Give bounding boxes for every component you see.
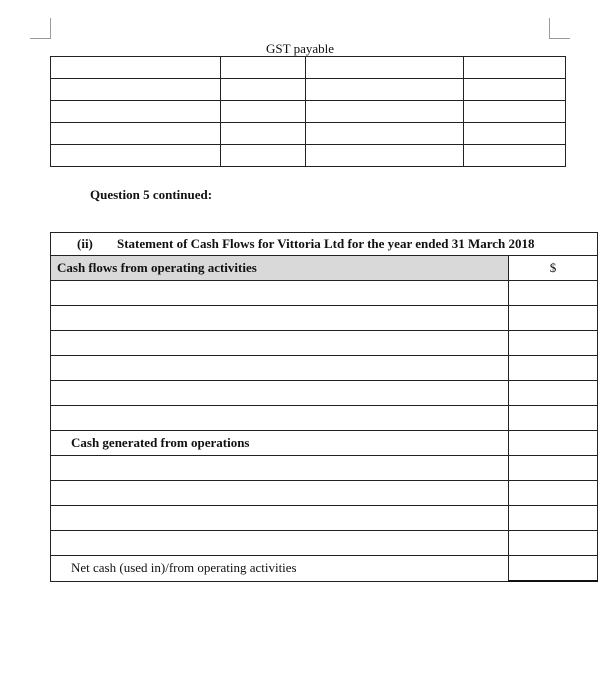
section-header-row xyxy=(51,256,598,281)
table-row xyxy=(51,531,598,556)
table-row xyxy=(51,79,566,101)
table-row xyxy=(51,281,598,306)
table-row xyxy=(51,123,566,145)
table-row xyxy=(51,456,598,481)
table-row xyxy=(51,306,598,331)
currency-header: $ xyxy=(509,256,598,281)
crop-mark-left xyxy=(30,18,51,39)
cash-generated-label: Cash generated from operations xyxy=(51,431,509,456)
gst-payable-table xyxy=(50,56,566,167)
table-row xyxy=(51,506,598,531)
part-number: (ii) xyxy=(77,236,93,251)
table-row xyxy=(51,101,566,123)
net-cash-label: Net cash (used in)/from operating activities xyxy=(51,556,509,582)
cash-flow-statement-table xyxy=(50,232,598,582)
net-cash-row xyxy=(51,556,598,582)
cash-generated-row xyxy=(51,431,598,456)
gst-table-title: GST payable xyxy=(266,41,334,56)
question-label: Question 5 continued: xyxy=(90,187,213,202)
statement-title: Statement of Cash Flows for Vittoria Ltd for the year ended 31 March 2018 xyxy=(117,236,535,251)
table-row xyxy=(51,356,598,381)
section-header: Cash flows from operating activities xyxy=(51,256,509,281)
net-cash-value-cell[interactable] xyxy=(509,556,598,582)
statement-title-row xyxy=(51,233,598,256)
table-row xyxy=(51,331,598,356)
table-row xyxy=(51,145,566,167)
crop-mark-right xyxy=(549,18,570,39)
table-row xyxy=(51,481,598,506)
table-row xyxy=(51,381,598,406)
table-row xyxy=(51,406,598,431)
table-row xyxy=(51,57,566,79)
